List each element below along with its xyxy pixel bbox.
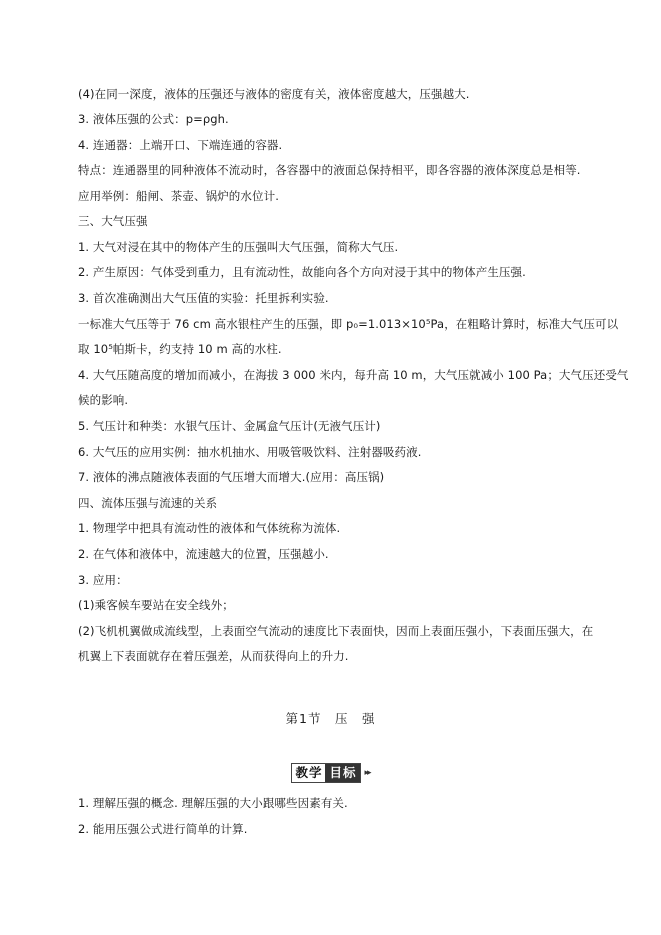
- section-heading: 三、大气压强: [78, 214, 148, 228]
- section-heading: 四、流体压强与流速的关系: [78, 496, 218, 510]
- text-line: 5. 气压计和种类：水银气压计、金属盒气压计(无液气压计): [78, 419, 381, 433]
- goal-line: 1. 理解压强的概念. 理解压强的大小跟哪些因素有关.: [78, 796, 348, 810]
- double-arrow-icon: ▸▸: [364, 768, 370, 778]
- section-title: 第1节 压 强: [285, 711, 376, 726]
- teaching-goals-badge: [0, 763, 661, 783]
- text-line: 特点：连通器里的同种液体不流动时，各容器中的液面总保持相平，即各容器的液体深度总是相等.: [78, 163, 581, 177]
- badge-box: [291, 763, 361, 783]
- text-line: 2. 产生原因：气体受到重力，且有流动性，故能向各个方向对浸于其中的物体产生压强.: [78, 265, 526, 279]
- text-line: 4. 连通器：上端开口、下端连通的容器.: [78, 138, 283, 152]
- text-line: 应用举例：船闸、茶壶、锅炉的水位计.: [78, 189, 279, 203]
- text-line: 3. 首次准确测出大气压值的实验：托里拆利实验.: [78, 291, 329, 305]
- text-line: 6. 大气压的应用实例：抽水机抽水、用吸管吸饮料、注射器吸药液.: [78, 445, 422, 459]
- text-line: 1. 物理学中把具有流动性的液体和气体统称为流体.: [78, 521, 341, 535]
- text-line: 机翼上下表面就存在着压强差，从而获得向上的升力.: [78, 649, 349, 663]
- text-line: (2)飞机机翼做成流线型，上表面空气流动的速度比下表面快，因而上表面压强小，下表面压强大，在: [78, 624, 594, 638]
- text-line: (4)在同一深度，液体的压强还与液体的密度有关，液体密度越大，压强越大.: [78, 87, 470, 101]
- text-line: 4. 大气压随高度的增加而减小，在海拔 3 000 米内，每升高 10 m，大气压就减小 100 Pa；大气压还受气: [78, 368, 629, 382]
- text-line: 1. 大气对浸在其中的物体产生的压强叫大气压强，简称大气压.: [78, 240, 399, 254]
- badge-part1: 教学: [292, 764, 325, 782]
- text-line: 取 10⁵帕斯卡，约支持 10 m 高的水柱.: [78, 342, 282, 356]
- text-line: 候的影响.: [78, 393, 129, 407]
- text-line: 3. 液体压强的公式：p=ρgh.: [78, 112, 229, 126]
- text-line: 2. 在气体和液体中，流速越大的位置，压强越小.: [78, 547, 329, 561]
- badge-part2: 目标: [325, 764, 360, 782]
- text-line: 3. 应用：: [78, 573, 128, 587]
- text-line: (1)乘客候车要站在安全线外；: [78, 598, 234, 612]
- goal-line: 2. 能用压强公式进行简单的计算.: [78, 822, 248, 836]
- text-line: 一标准大气压等于 76 cm 高水银柱产生的压强，即 p₀=1.013×10⁵Pa，在粗略计算时，标准大气压可以: [78, 317, 619, 331]
- text-line: 7. 液体的沸点随液体表面的气压增大而增大.(应用：高压锅): [78, 470, 385, 484]
